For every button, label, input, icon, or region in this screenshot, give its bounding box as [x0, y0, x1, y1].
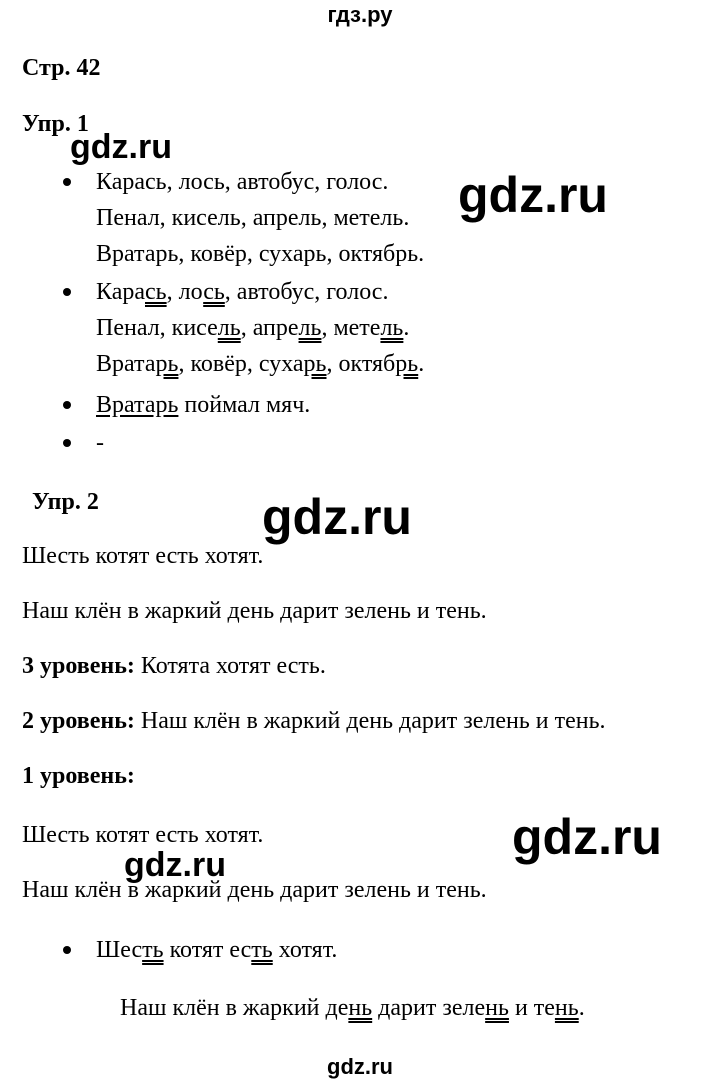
ex2-level1-label: 1 уровень: — [22, 763, 135, 789]
ex2-marked-line2: Наш клён в жаркий день дарит зелень и тень. — [120, 995, 585, 1021]
page-label: Стр. 42 — [22, 55, 101, 81]
ex1-block2-line2: Пенал, кисель, апрель, метель. — [96, 315, 410, 341]
bullet — [63, 288, 71, 296]
ex2-title: Упр. 2 — [32, 489, 99, 515]
ex2-level2: 2 уровень: Наш клён в жаркий день дарит зелень и тень. — [22, 708, 606, 734]
site-footer: gdz.ru — [327, 1054, 393, 1079]
ex1-block1-line2: Пенал, кисель, апрель, метель. — [96, 205, 410, 231]
subject-word: Вратарь — [96, 392, 179, 418]
watermark: gdz.ru — [262, 489, 412, 545]
watermark: gdz.ru — [70, 128, 172, 166]
ex1-title: Упр. 1 — [22, 111, 89, 137]
bullet — [63, 946, 71, 954]
ex2-level1-line2: Наш клён в жаркий день дарит зелень и тень. — [22, 877, 487, 903]
bullet — [63, 439, 71, 447]
bullet — [63, 178, 71, 186]
ex2-line2: Наш клён в жаркий день дарит зелень и тень. — [22, 598, 487, 624]
ex2-line1: Шесть котят есть хотят. — [22, 543, 264, 569]
site-header: гдз.ру — [327, 2, 393, 27]
ex1-block2-line1: Карась, лось, автобус, голос. — [96, 279, 389, 305]
ex2-level1-line1: Шесть котят есть хотят. — [22, 822, 264, 848]
ex1-block2-line3: Вратарь, ковёр, сухарь, октябрь. — [96, 351, 425, 377]
ex1-item4: - — [96, 430, 104, 456]
ex1-block1-line3: Вратарь, ковёр, сухарь, октябрь. — [96, 241, 425, 267]
ex1-block1-line1: Карась, лось, автобус, голос. — [96, 169, 389, 195]
watermark: gdz.ru — [124, 846, 226, 884]
watermark: gdz.ru — [458, 167, 608, 223]
bullet — [63, 401, 71, 409]
ex1-item3: Вратарь поймал мяч. — [96, 392, 311, 418]
watermark: gdz.ru — [512, 809, 662, 865]
ex2-marked-line1: Шесть котят есть хотят. — [96, 937, 338, 963]
ex2-level3: 3 уровень: Котята хотят есть. — [22, 653, 326, 679]
